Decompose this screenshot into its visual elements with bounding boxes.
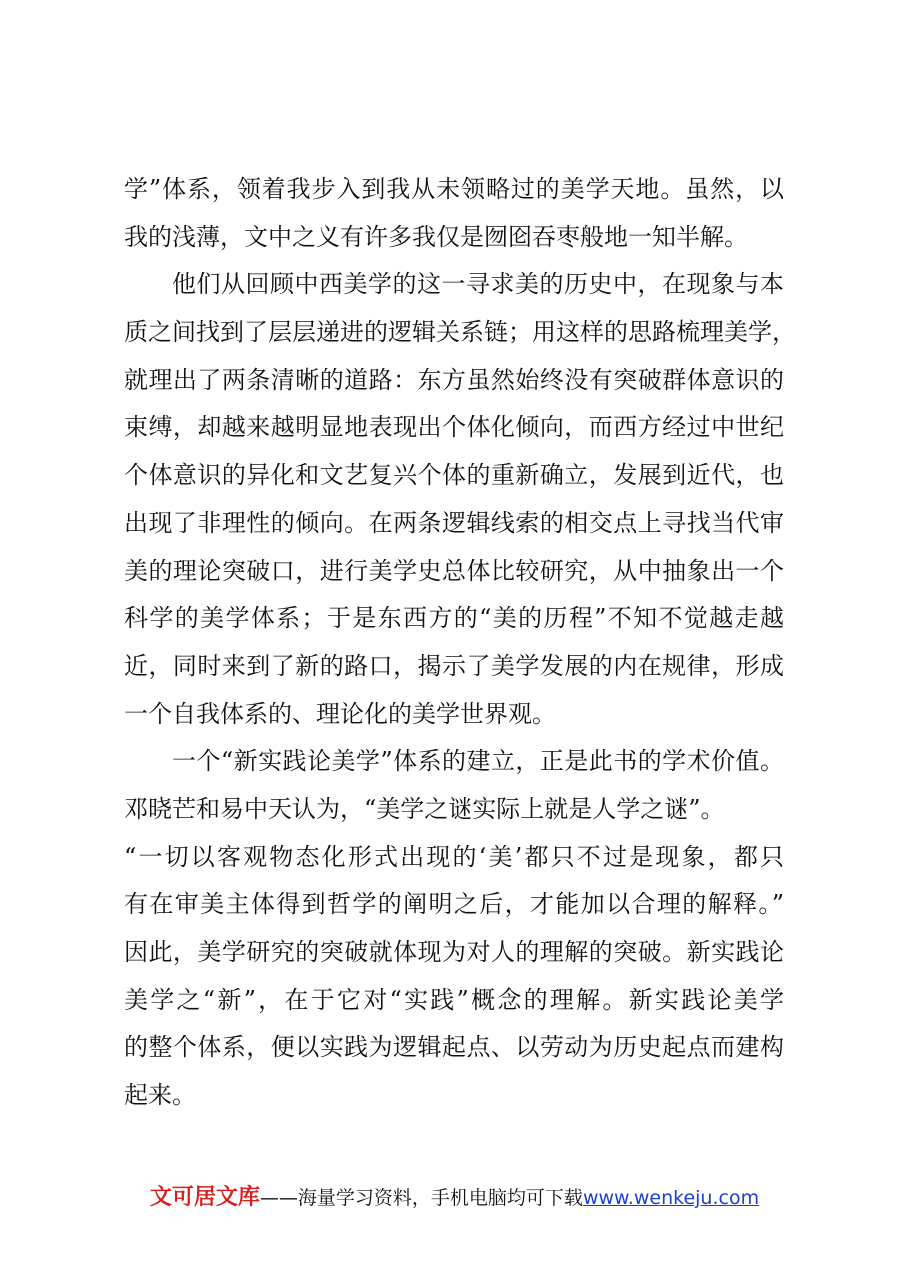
footer-brand: 文可居文库 <box>149 1185 260 1210</box>
text-line: 束缚，却越来越明显地表现出个体化倾向，而西方经过中世纪 <box>124 413 784 442</box>
paragraph-start-line: 一个“新实践论美学”体系的建立，正是此书的学术价值。 <box>172 747 784 776</box>
text-line: 近，同时来到了新的路口，揭示了美学发展的内在规律，形成 <box>124 651 784 680</box>
text-line: 就理出了两条清晰的道路：东方虽然始终没有突破群体意识的 <box>124 365 784 394</box>
text-line: 因此，美学研究的突破就体现为对人的理解的突破。新实践论 <box>124 938 784 966</box>
text-line: 个体意识的异化和文艺复兴个体的重新确立，发展到近代，也 <box>124 461 784 490</box>
text-line: 学”体系，领着我步入到我从未领略过的美学天地。虽然，以 <box>124 175 784 203</box>
text-line: 一个自我体系的、理论化的美学世界观。 <box>124 699 556 728</box>
footer-banner <box>0 1180 909 1211</box>
text-line: 出现了非理性的倾向。在两条逻辑线索的相交点上寻找当代审 <box>124 508 784 537</box>
text-line: 我的浅薄，文中之义有许多我仅是囫囵吞枣般地一知半解。 <box>124 222 748 251</box>
document-body <box>124 166 796 1120</box>
text-line: 美学之“新”，在于它对“实践”概念的理解。新实践论美学 <box>124 985 784 1014</box>
text-line: 科学的美学体系；于是东西方的“美的历程”不知不觉越走越 <box>124 604 784 633</box>
footer-tagline: ——海量学习资料，手机电脑均可下载 <box>259 1187 583 1209</box>
text-line: 美的理论突破口，进行美学史总体比较研究，从中抽象出一个 <box>124 556 784 585</box>
text-line: 的整个体系，便以实践为逻辑起点、以劳动为历史起点而建构 <box>124 1033 784 1062</box>
footer-url-link[interactable]: www.wenkeju.com <box>582 1187 760 1209</box>
text-line: 起来。 <box>124 1081 196 1110</box>
text-line: “一切以客观物态化形式出现的‘美’都只不过是现象，都只 <box>124 842 784 871</box>
text-line: 质之间找到了层层递进的逻辑关系链；用这样的思路梳理美学， <box>124 318 796 347</box>
paragraph-start-line: 他们从回顾中西美学的这一寻求美的历史中，在现象与本 <box>172 270 784 299</box>
text-line: 有在审美主体得到哲学的阐明之后，才能加以合理的解释。” <box>124 890 784 919</box>
text-line: 邓晓芒和易中天认为，“美学之谜实际上就是人学之谜”。 <box>124 794 725 823</box>
